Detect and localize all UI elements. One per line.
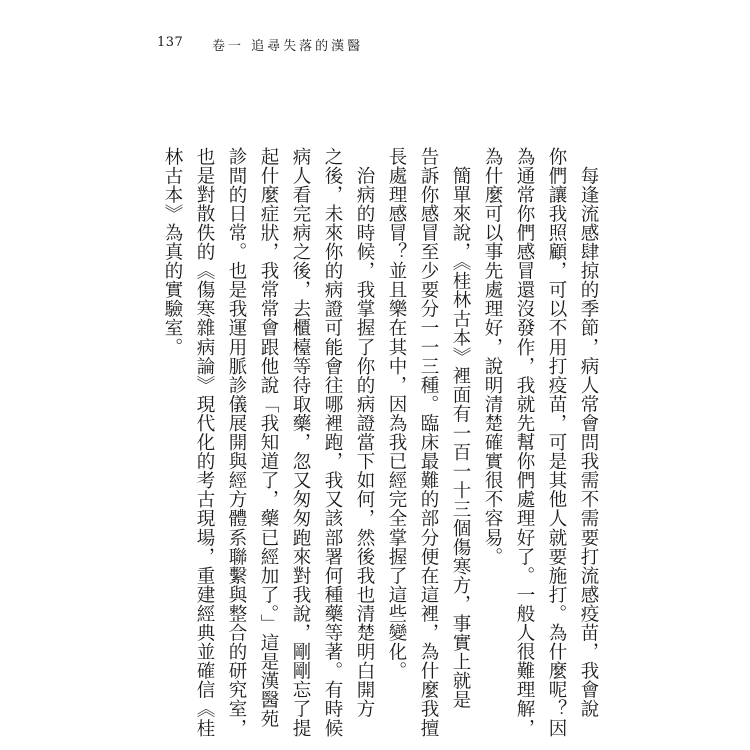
text-column: 告訴你感冒至少要分一一三種。臨床最難的部分便在這裡，為什麼我擅 [418, 147, 439, 738]
text-column: 為什麼可以事先處理好，說明清楚確實很不容易。 [482, 147, 503, 567]
text-column: 診間的日常。也是我運用脈診儀展開與經方體系聯繫與整合的研究室， [226, 147, 247, 738]
text-column: 長處理感冒？並且樂在其中，因為我已經完全掌握了這些變化。 [386, 147, 407, 681]
text-column: 起什麼症狀，我常常會跟他說「我知道了，藥已經加了。」這是漢醫苑 [258, 147, 279, 729]
vertical-text-block [160, 147, 600, 738]
text-column: 簡單來說，《桂林古本》裡面有一百一十三個傷寒方，事實上就是 [450, 147, 471, 710]
text-column: 林古本》為真的實驗室。 [162, 147, 183, 357]
text-column: 治病的時候，我掌握了你的病證當下如何，然後我也清楚明白開方 [354, 147, 375, 719]
text-column: 你們讓我照顧，可以不用打疫苗，可是其他人就要施打。為什麼呢？因 [546, 147, 567, 738]
running-head: 卷一 追尋失落的漢醫 [212, 39, 364, 54]
text-column: 之後，未來你的病證可能會往哪裡跑，我又該部署何種藥等著。有時候 [322, 147, 343, 738]
page-number: 137 [157, 35, 184, 50]
text-column: 為通常你們感冒還沒發作，我就先幫你們處理好了。一般人很難理解， [514, 147, 535, 738]
text-column: 病人看完病之後，去櫃檯等待取藥，忽又匆匆跑來對我說，剛剛忘了提 [290, 147, 311, 738]
text-column: 也是對散佚的《傷寒雜病論》現代化的考古現場，重建經典並確信《桂 [194, 147, 215, 738]
text-column: 每逢流感肆掠的季節，病人常會問我需不需要打流感疫苗，我會說 [578, 147, 599, 719]
